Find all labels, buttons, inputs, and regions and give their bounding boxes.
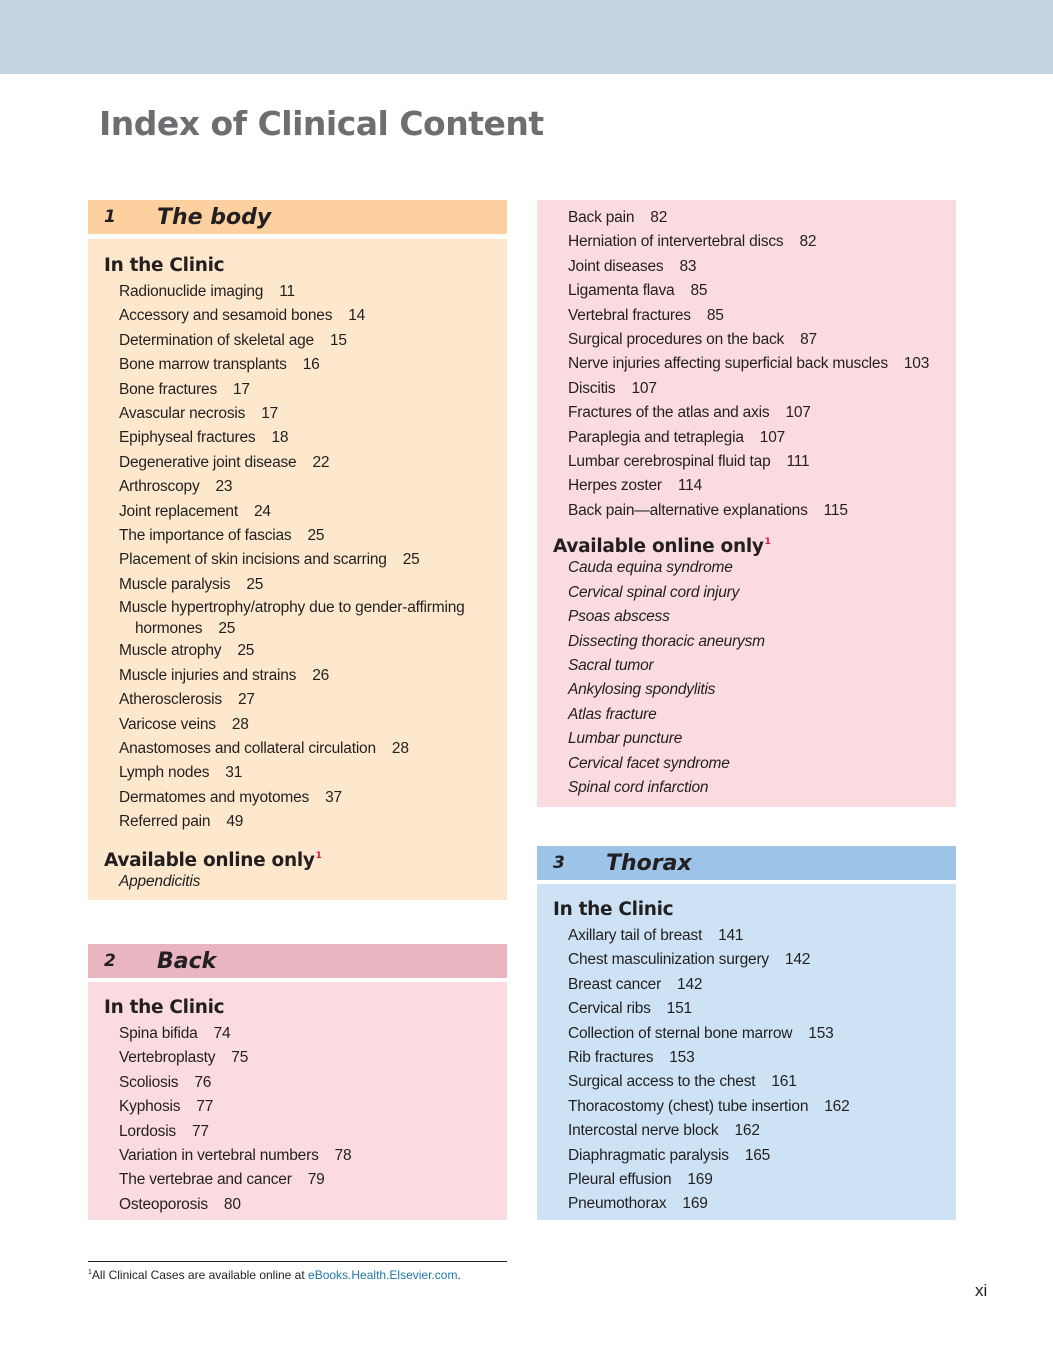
entry-label: Joint diseases	[568, 257, 664, 275]
index-entry	[88, 304, 507, 328]
entry-label: Osteoporosis	[119, 1195, 208, 1213]
entry-label: Paraplegia and tetraplegia	[568, 428, 744, 446]
entry-page: 28	[391, 739, 409, 757]
entry-page: 107	[631, 379, 657, 397]
entry-page: 142	[784, 951, 811, 969]
entry-label: Bone marrow transplants	[119, 356, 287, 374]
index-entry	[537, 1095, 956, 1119]
entry-label: Intercostal nerve block	[568, 1122, 719, 1140]
entry-label: Muscle injuries and strains	[119, 666, 297, 684]
online-item: Cervical facet syndrome	[568, 754, 730, 772]
chapter-2-number: 2	[104, 951, 116, 971]
index-entry	[537, 1070, 956, 1094]
entry-page: 153	[669, 1049, 695, 1067]
entry-label: Avascular necrosis	[119, 405, 246, 423]
entry-label: Placement of skin incisions and scarring	[119, 551, 387, 569]
index-entry	[88, 475, 507, 499]
entry-page: 151	[666, 1000, 692, 1018]
entry-page: 153	[808, 1024, 834, 1042]
entry-page: 25	[402, 551, 420, 569]
entry-label: Back pain—alternative explanations	[568, 501, 808, 519]
entry-page: 85	[690, 282, 708, 300]
chapter-3-header	[537, 846, 956, 880]
index-entry	[537, 401, 956, 425]
entry-page: 31	[225, 764, 243, 782]
entry-page: 24	[253, 502, 271, 520]
index-entry	[537, 1192, 956, 1216]
index-entry	[88, 786, 507, 810]
chapter-2-online-list	[537, 556, 956, 800]
entry-label: Accessory and sesamoid bones	[119, 307, 333, 325]
index-entry	[537, 973, 956, 997]
entry-label: Epiphyseal fractures	[119, 429, 256, 447]
entry-label: Nerve injuries affecting superficial back muscles	[568, 355, 888, 373]
entry-label: Surgical access to the chest	[568, 1073, 756, 1091]
online-item: Dissecting thoracic aneurysm	[568, 632, 765, 650]
entry-label: Pneumothorax	[568, 1195, 667, 1213]
entry-label: Lymph nodes	[119, 764, 210, 782]
entry-page: 162	[824, 1097, 850, 1115]
entry-page: 80	[223, 1195, 241, 1213]
ebooks-link[interactable]: eBooks.Health.Elsevier.com	[308, 1268, 458, 1282]
entry-page: 162	[734, 1122, 760, 1140]
chapter-1-number: 1	[104, 207, 116, 227]
index-entry	[88, 426, 507, 450]
chapter-1-panel	[88, 239, 507, 900]
index-entry	[537, 450, 956, 474]
entry-label: Atherosclerosis	[119, 691, 222, 709]
online-item: Sacral tumor	[568, 656, 654, 674]
entry-label: The vertebrae and cancer	[119, 1171, 292, 1189]
online-only-heading: Available online only$^1$	[104, 849, 322, 871]
entry-page: 16	[302, 356, 320, 374]
index-entry	[88, 1071, 507, 1095]
entry-page: 141	[718, 927, 744, 944]
index-entry	[537, 328, 956, 352]
index-entry	[537, 230, 956, 254]
entry-page: 103	[903, 355, 930, 373]
entry-page: 15	[329, 331, 347, 349]
index-entry	[88, 378, 507, 402]
online-item: Psoas abscess	[568, 608, 670, 626]
index-entry	[537, 255, 956, 279]
entry-page: 78	[334, 1147, 352, 1165]
chapter-2-continued-panel	[537, 200, 956, 807]
entry-label: Variation in vertebral numbers	[119, 1147, 319, 1165]
online-item: Lumbar puncture	[568, 730, 683, 748]
index-entry	[88, 761, 507, 785]
entry-page: 28	[231, 715, 249, 733]
index-entry	[88, 1046, 507, 1070]
entry-label: Vertebroplasty	[119, 1049, 216, 1067]
entry-page: 18	[271, 429, 289, 447]
entry-page: 82	[799, 233, 817, 251]
index-entry	[88, 500, 507, 524]
in-the-clinic-heading: In the Clinic	[104, 997, 225, 1018]
entry-label: Thoracostomy (chest) tube insertion	[568, 1097, 809, 1115]
entry-page: 23	[215, 478, 233, 496]
index-entry	[537, 924, 956, 948]
index-entry	[88, 329, 507, 353]
entry-label: Rib fractures	[568, 1049, 654, 1067]
entry-page: 25	[307, 527, 325, 545]
online-item: Spinal cord infarction	[568, 778, 709, 796]
index-entry	[537, 948, 956, 972]
entry-label: Muscle paralysis	[119, 575, 231, 593]
entry-page: 114	[677, 477, 703, 495]
entry-label: Bone fractures	[119, 380, 218, 398]
entry-page: 77	[196, 1098, 214, 1116]
entry-label: Radionuclide imaging	[119, 283, 264, 300]
entry-page: 79	[307, 1171, 325, 1189]
index-entry	[537, 1119, 956, 1143]
index-entry	[537, 206, 956, 230]
entry-page: 74	[213, 1025, 231, 1042]
entry-label: Lordosis	[119, 1122, 176, 1140]
index-entry	[537, 1046, 956, 1070]
chapter-2-clinic-list	[88, 1022, 507, 1217]
entry-page: 37	[325, 788, 342, 806]
chapter-3-name: Thorax	[606, 850, 692, 876]
entry-page: 87	[800, 331, 817, 349]
entry-page: 169	[682, 1195, 708, 1213]
entry-label: Scoliosis	[119, 1073, 179, 1091]
index-entry	[537, 377, 956, 401]
footnote: $^1$All Clinical Cases are available online at eBooks.Health.Elsevier.com.	[88, 1268, 461, 1282]
index-entry	[537, 474, 956, 498]
entry-label: Joint replacement	[119, 502, 238, 520]
entry-page: 17	[233, 380, 250, 398]
index-entry	[537, 499, 956, 523]
entry-label: Ligamenta flava	[568, 282, 675, 300]
entry-page: 83	[679, 257, 697, 275]
entry-page: 161	[771, 1073, 797, 1091]
entry-page: 111	[786, 453, 810, 471]
index-entry	[88, 1168, 507, 1192]
entry-page: 76	[194, 1073, 212, 1091]
entry-page: 85	[706, 306, 724, 324]
entry-page: 25	[246, 575, 264, 593]
entry-label: The importance of fascias	[119, 527, 292, 545]
index-entry	[88, 1144, 507, 1168]
entry-label: Anastomoses and collateral circulation	[119, 739, 376, 757]
index-entry	[88, 1022, 507, 1046]
index-entry	[88, 353, 507, 377]
online-item: Cauda equina syndrome	[568, 559, 733, 577]
entry-label: Dermatomes and myotomes	[119, 788, 310, 806]
index-entry	[537, 1168, 956, 1192]
index-entry	[88, 548, 507, 572]
entry-label: Vertebral fractures	[568, 306, 691, 324]
index-entry	[88, 280, 507, 304]
entry-label: Referred pain	[119, 813, 211, 831]
entry-label: Surgical procedures on the back	[568, 331, 785, 349]
chapter-1-name: The body	[157, 204, 272, 230]
entry-label: Chest masculinization surgery	[568, 951, 769, 969]
page-title: Index of Clinical Content	[99, 104, 544, 143]
index-entry	[537, 352, 956, 376]
index-entry	[537, 426, 956, 450]
index-entry	[537, 1144, 956, 1168]
entry-label: Cervical ribs	[568, 1000, 651, 1018]
chapter-3-panel	[537, 884, 956, 1220]
entry-page: 165	[744, 1146, 771, 1164]
entry-label: Lumbar cerebrospinal fluid tap	[568, 453, 771, 471]
chapter-3-clinic-list	[537, 924, 956, 1217]
index-entry	[88, 688, 507, 712]
entry-page: 75	[231, 1049, 249, 1067]
entry-label: Discitis	[568, 379, 616, 397]
entry-label: Fractures of the atlas and axis	[568, 404, 770, 422]
entry-page: 25	[237, 642, 255, 660]
entry-label: Varicose veins	[119, 715, 216, 733]
entry-page: 49	[226, 813, 244, 831]
index-entry	[537, 304, 956, 328]
index-entry	[88, 713, 507, 737]
entry-page: 22	[312, 453, 330, 471]
index-entry	[88, 664, 507, 688]
entry-label: Kyphosis	[119, 1098, 181, 1116]
entry-label: Spina bifida	[119, 1025, 198, 1042]
entry-page: 27	[237, 691, 255, 709]
online-only-heading: Available online only$^1$	[553, 536, 771, 558]
chapter-2-name: Back	[157, 948, 217, 974]
chapter-2-header	[88, 944, 507, 978]
entry-page: 107	[785, 404, 811, 422]
chapter-3-number: 3	[553, 853, 565, 873]
entry-page: 26	[312, 666, 330, 684]
top-color-band	[0, 0, 1053, 74]
entry-page: 17	[261, 405, 279, 423]
entry-label: Herniation of intervertebral discs	[568, 233, 784, 251]
entry-label: Pleural effusion	[568, 1171, 672, 1189]
entry-page: 142	[677, 975, 703, 993]
index-entry	[537, 997, 956, 1021]
chapter-1-online-list	[88, 870, 507, 894]
online-item: Ankylosing spondylitis	[568, 681, 716, 699]
index-entry	[88, 737, 507, 761]
in-the-clinic-heading: In the Clinic	[104, 255, 225, 276]
entry-label: Collection of sternal bone marrow	[568, 1024, 793, 1042]
index-entry	[88, 639, 507, 663]
index-entry	[88, 1095, 507, 1119]
chapter-1-header	[88, 200, 507, 234]
online-item: Cervical spinal cord injury	[568, 583, 740, 601]
index-entry	[88, 1120, 507, 1144]
in-the-clinic-heading: In the Clinic	[553, 899, 674, 920]
entry-label: Breast cancer	[568, 975, 662, 993]
entry-page: 169	[687, 1171, 713, 1189]
index-entry	[88, 402, 507, 426]
index-entry	[88, 573, 507, 597]
entry-label: Arthroscopy	[119, 478, 200, 496]
online-item: Atlas fracture	[568, 705, 657, 723]
chapter-2-continued-list	[537, 206, 956, 523]
chapter-2-panel	[88, 982, 507, 1220]
footnote-rule	[88, 1261, 507, 1262]
entry-label: Back pain	[568, 209, 635, 226]
index-entry	[537, 279, 956, 303]
entry-page: 107	[759, 428, 786, 446]
index-entry	[88, 1193, 507, 1217]
entry-page: 14	[348, 307, 366, 325]
entry-page: 77	[192, 1122, 209, 1140]
entry-page: 115	[823, 501, 848, 519]
entry-page: 11	[279, 283, 295, 300]
index-entry	[88, 451, 507, 475]
page-number: xi	[975, 1281, 988, 1300]
entry-label: Muscle atrophy	[119, 642, 222, 660]
entry-label: Determination of skeletal age	[119, 331, 314, 349]
entry-label: Herpes zoster	[568, 477, 662, 495]
index-entry: Muscle hypertrophy/atrophy due to gender-affirming hormones 25	[119, 599, 465, 638]
entry-page: 82	[650, 209, 668, 226]
entry-label: Axillary tail of breast	[568, 927, 703, 944]
entry-label: Diaphragmatic paralysis	[568, 1146, 729, 1164]
index-entry	[537, 1022, 956, 1046]
index-entry	[88, 524, 507, 548]
chapter-1-clinic-list	[88, 280, 507, 835]
index-entry	[88, 810, 507, 834]
entry-page: 25	[218, 620, 236, 638]
online-item: Appendicitis	[119, 872, 201, 890]
entry-label: Muscle hypertrophy/atrophy due to gender-affirming	[119, 599, 465, 617]
entry-label: Degenerative joint disease	[119, 453, 297, 471]
